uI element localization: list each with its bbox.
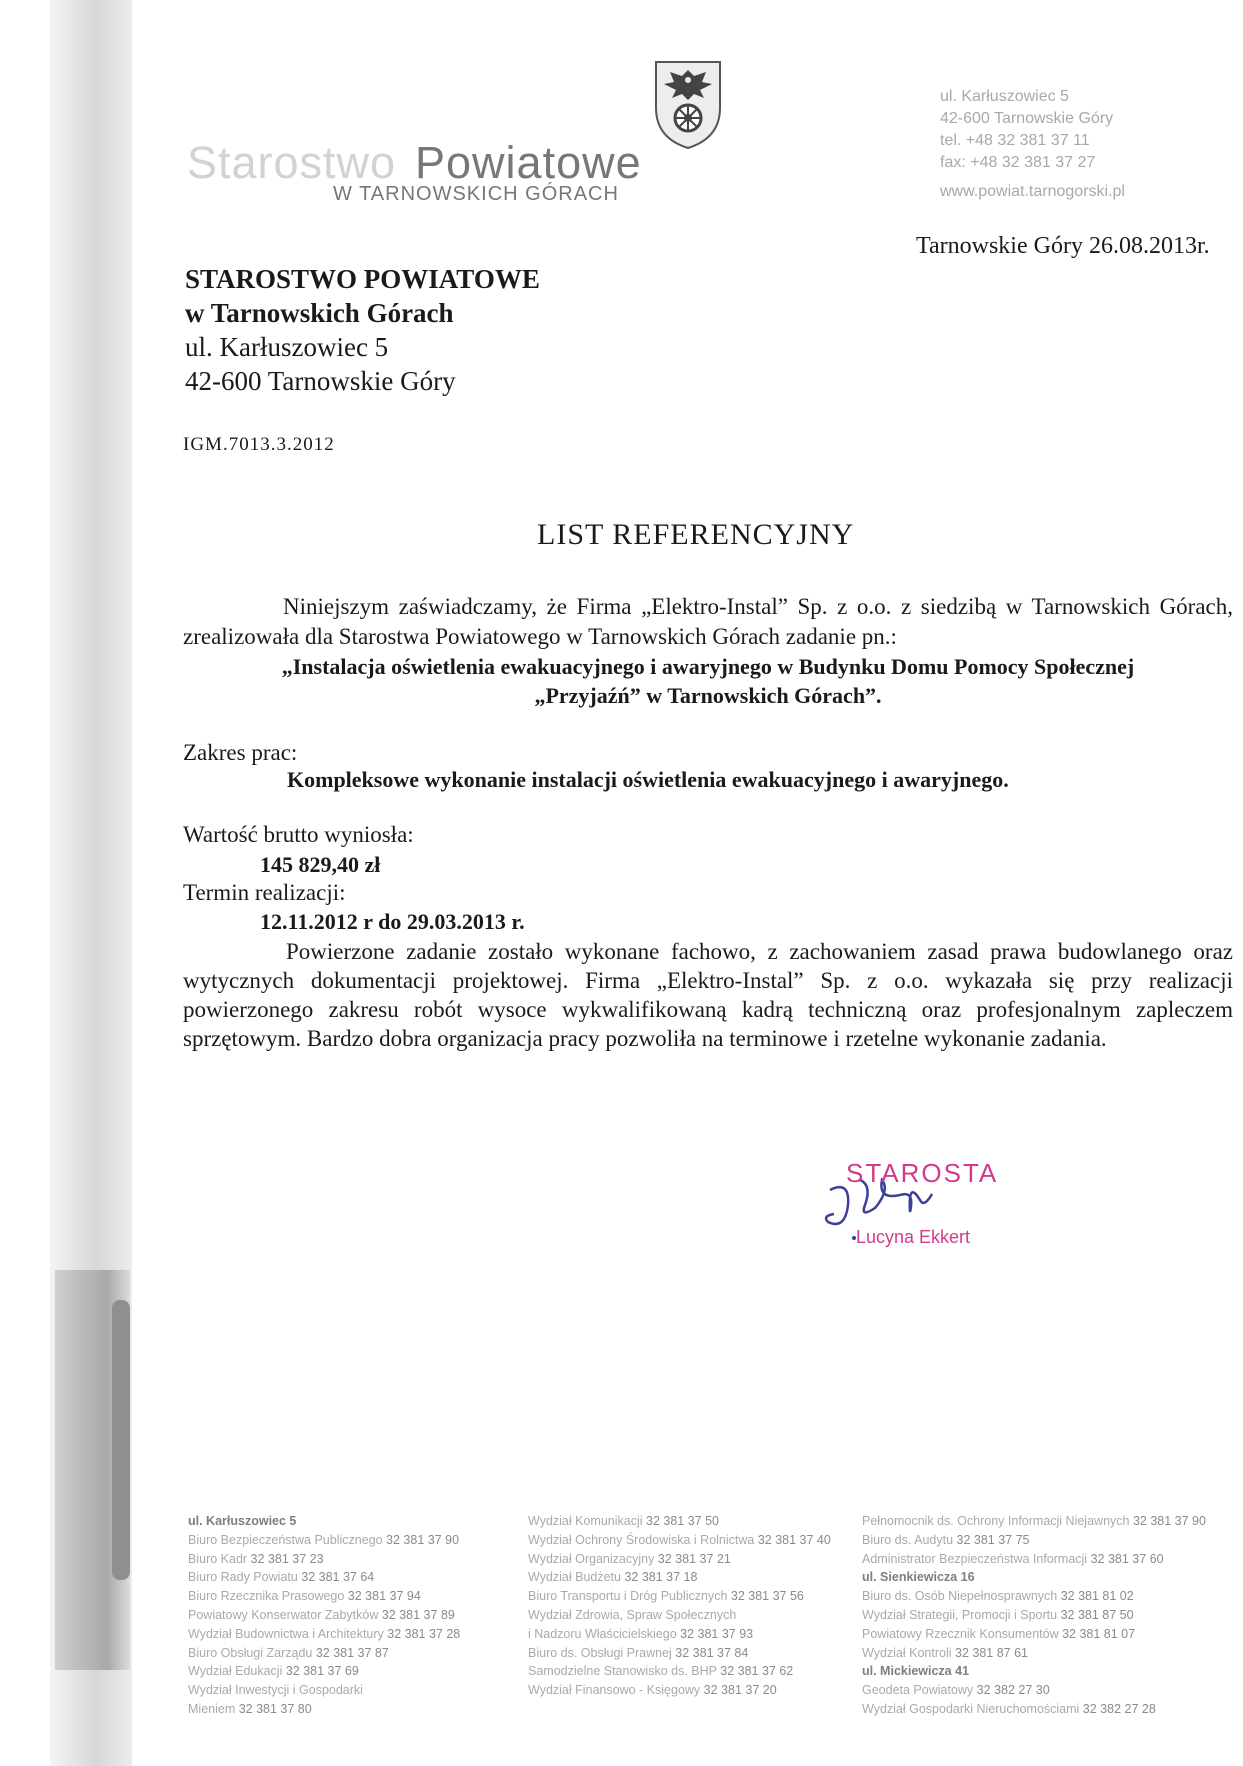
contact-fax: fax: +48 32 381 37 27 bbox=[940, 154, 1096, 171]
contact-street: ul. Karłuszowiec 5 bbox=[940, 88, 1069, 105]
footer-phone-number: 32 381 37 18 bbox=[621, 1570, 698, 1585]
footer-office-name: Biuro Rady Powiatu bbox=[188, 1570, 298, 1585]
project-name bbox=[183, 652, 1233, 710]
footer-office-name: Mieniem bbox=[188, 1701, 236, 1716]
footer-phone-number: 32 381 37 50 bbox=[642, 1514, 719, 1528]
project-name-line2: „Przyjaźń” w Tarnowskich Górach”. bbox=[534, 683, 882, 708]
footer-column-3 bbox=[862, 1512, 1206, 1719]
footer-office-name: Pełnomocnik ds. Ochrony Informacji Niejawnych bbox=[862, 1514, 1130, 1528]
footer-phone-number: 32 381 37 87 bbox=[312, 1645, 389, 1660]
sender-name: STAROSTWO POWIATOWE bbox=[185, 264, 540, 294]
footer-phone-number: 32 381 37 90 bbox=[1129, 1514, 1206, 1528]
footer-contact-line bbox=[188, 1587, 460, 1606]
footer-address-heading bbox=[862, 1662, 1206, 1681]
footer-contact-line bbox=[528, 1531, 831, 1550]
footer-office-name: ul. Mickiewicza 41 bbox=[862, 1664, 969, 1679]
eagle-crest-icon bbox=[652, 58, 724, 150]
signatory-name: Lucyna Ekkert bbox=[856, 1227, 971, 1247]
footer-contact-line bbox=[862, 1531, 1206, 1550]
footer-office-name: Administrator Bezpieczeństwa Informacji bbox=[862, 1551, 1088, 1566]
footer-office-name: Biuro Bezpieczeństwa Publicznego bbox=[188, 1532, 383, 1547]
sender-location: w Tarnowskich Górach bbox=[185, 298, 454, 328]
footer-office-name: Geodeta Powiatowy bbox=[862, 1683, 974, 1698]
logo-subtitle: W TARNOWSKICH GÓRACH bbox=[333, 183, 619, 205]
footer-office-name: ul. Sienkiewicza 16 bbox=[862, 1570, 975, 1585]
footer-office-name: ul. Karłuszowiec 5 bbox=[188, 1514, 297, 1528]
reference-number: IGM.7013.3.2012 bbox=[183, 434, 335, 455]
footer-office-name: Biuro Kadr bbox=[188, 1551, 248, 1566]
footer-office-name: Wydział Ochrony Środowiska i Rolnictwa bbox=[528, 1532, 755, 1547]
footer-contact-line bbox=[862, 1606, 1206, 1625]
footer-office-name: Wydział Zdrowia, Spraw Społecznych bbox=[528, 1607, 737, 1622]
footer-contact-line bbox=[188, 1681, 460, 1700]
footer-contact-line bbox=[528, 1606, 831, 1625]
footer-contact-line bbox=[188, 1700, 460, 1719]
scan-binding-mark bbox=[112, 1300, 130, 1580]
footer-office-name: Wydział Inwestycji i Gospodarki bbox=[188, 1683, 363, 1698]
footer-contact-line bbox=[862, 1681, 1206, 1700]
footer-contact-line bbox=[188, 1625, 460, 1644]
logo-word-starostwo: Starostwo bbox=[187, 137, 397, 188]
footer-office-name: Wydział Strategii, Promocji i Sportu bbox=[862, 1607, 1058, 1622]
footer-office-name: Wydział Kontroli bbox=[862, 1645, 952, 1660]
footer-office-name: Wydział Organizacyjny bbox=[528, 1551, 655, 1566]
footer-phone-number: 32 381 37 80 bbox=[235, 1701, 312, 1716]
term-value: 12.11.2012 r do 29.03.2013 r. bbox=[260, 909, 525, 934]
footer-office-name: Biuro Transportu i Dróg Publicznych bbox=[528, 1589, 728, 1604]
footer-office-name: Biuro ds. Obsługi Prawnej bbox=[528, 1645, 672, 1660]
scope-label: Zakres prac: bbox=[183, 740, 298, 765]
sender-street: ul. Karłuszowiec 5 bbox=[185, 332, 389, 362]
term-label: Termin realizacji: bbox=[183, 880, 346, 905]
footer-phone-number: 32 381 37 89 bbox=[378, 1607, 455, 1622]
footer-contact-line bbox=[528, 1550, 831, 1569]
footer-phone-number: 32 381 37 62 bbox=[716, 1664, 794, 1679]
letter-date: Tarnowskie Góry 26.08.2013r. bbox=[916, 233, 1210, 259]
footer-contact-line bbox=[528, 1625, 831, 1644]
signature-title: STAROSTA bbox=[846, 1158, 999, 1188]
footer-contact-line bbox=[188, 1662, 460, 1681]
footer-phone-number: 32 381 87 50 bbox=[1057, 1607, 1134, 1622]
footer-phone-number: 32 381 37 90 bbox=[382, 1532, 460, 1547]
footer-phone-number: 32 382 27 30 bbox=[973, 1683, 1050, 1698]
footer-phone-number: 32 381 37 69 bbox=[282, 1664, 359, 1679]
footer-office-name: Biuro Obsługi Zarządu bbox=[188, 1645, 313, 1660]
footer-contact-line bbox=[862, 1625, 1206, 1644]
footer-phone-number: 32 381 37 23 bbox=[247, 1551, 324, 1566]
footer-contact-line bbox=[188, 1644, 460, 1663]
footer-phone-number: 32 381 37 56 bbox=[727, 1589, 804, 1604]
footer-office-name: Biuro Rzecznika Prasowego bbox=[188, 1589, 345, 1604]
footer-contact-line bbox=[862, 1700, 1206, 1719]
sender-address bbox=[185, 262, 540, 398]
footer-contact-line bbox=[188, 1550, 460, 1569]
letterhead-contact bbox=[940, 86, 1125, 203]
document-title: LIST REFERENCYJNY bbox=[537, 518, 855, 551]
footer-office-name: Biuro ds. Osób Niepełnosprawnych bbox=[862, 1589, 1058, 1604]
sender-city: 42-600 Tarnowskie Góry bbox=[185, 366, 456, 396]
footer-contact-line bbox=[528, 1644, 831, 1663]
footer-office-name: Wydział Budownictwa i Architektury bbox=[188, 1626, 384, 1641]
footer-office-name: Wydział Gospodarki Nieruchomościami bbox=[862, 1701, 1080, 1716]
logo-word-powiatowe: Powiatowe bbox=[415, 137, 642, 188]
footer-contact-line bbox=[528, 1512, 831, 1531]
footer-address-heading bbox=[188, 1512, 460, 1531]
footer-contact-line bbox=[528, 1662, 831, 1681]
footer-contact-line bbox=[528, 1587, 831, 1606]
footer-phone-number: 32 381 37 21 bbox=[654, 1551, 731, 1566]
footer-office-name: Biuro ds. Audytu bbox=[862, 1532, 954, 1547]
value-amount: 145 829,40 zł bbox=[260, 852, 381, 877]
footer-phone-number: 32 381 37 84 bbox=[671, 1645, 749, 1660]
footer-contact-line bbox=[862, 1550, 1206, 1569]
footer-phone-number: 32 381 37 64 bbox=[297, 1570, 375, 1585]
footer-contact-line bbox=[528, 1681, 831, 1700]
footer-office-name: Wydział Finansowo - Księgowy bbox=[528, 1683, 701, 1698]
footer-office-name: Wydział Budżetu bbox=[528, 1570, 621, 1585]
footer-contact-line bbox=[188, 1606, 460, 1625]
footer-contact-line bbox=[188, 1531, 460, 1550]
footer-contact-line bbox=[528, 1568, 831, 1587]
footer-office-name: Wydział Edukacji bbox=[188, 1664, 283, 1679]
footer-office-name: i Nadzoru Właścicielskiego bbox=[528, 1626, 677, 1641]
footer-phone-number: 32 381 87 61 bbox=[951, 1645, 1028, 1660]
footer-contact-line bbox=[862, 1644, 1206, 1663]
footer-office-name: Powiatowy Rzecznik Konsumentów bbox=[862, 1626, 1059, 1641]
footer-phone-number: 32 381 37 60 bbox=[1087, 1551, 1164, 1566]
footer-phone-number: 32 382 27 28 bbox=[1079, 1701, 1156, 1716]
footer-column-1 bbox=[188, 1512, 460, 1719]
footer-phone-number: 32 381 37 40 bbox=[754, 1532, 831, 1547]
footer-phone-number: 32 381 37 28 bbox=[383, 1626, 461, 1641]
footer-address-heading bbox=[862, 1568, 1206, 1587]
footer-office-name: Wydział Komunikacji bbox=[528, 1514, 643, 1528]
footer-phone-number: 32 381 37 75 bbox=[953, 1532, 1030, 1547]
footer-phone-number: 32 381 37 93 bbox=[676, 1626, 754, 1641]
footer-phone-number: 32 381 37 20 bbox=[700, 1683, 777, 1698]
project-name-line1: „Instalacja oświetlenia ewakuacyjnego i awaryjnego w Budynku Domu Pomocy Społecznej bbox=[281, 654, 1135, 679]
value-label: Wartość brutto wyniosła: bbox=[183, 822, 414, 847]
footer-phone-number: 32 381 81 02 bbox=[1057, 1589, 1134, 1604]
contact-phone: tel. +48 32 381 37 11 bbox=[940, 132, 1090, 149]
footer-contact-line bbox=[188, 1568, 460, 1587]
footer-column-2 bbox=[528, 1512, 831, 1700]
footer-office-name: Powiatowy Konserwator Zabytków bbox=[188, 1607, 379, 1622]
footer-phone-number: 32 381 81 07 bbox=[1058, 1626, 1136, 1641]
contact-city: 42-600 Tarnowskie Góry bbox=[940, 110, 1114, 127]
scope-value: Kompleksowe wykonanie instalacji oświetlenia ewakuacyjnego i awaryjnego. bbox=[287, 767, 1009, 792]
intro-paragraph: Niniejszym zaświadczamy, że Firma „Elektro-Instal” Sp. z o.o. z siedzibą w Tarnowskich Górach, zrealizowała dla Starostwa Powiatowego w Tarnowskich Górach zadanie pn.: bbox=[183, 594, 1233, 649]
footer-phone-number: 32 381 37 94 bbox=[344, 1589, 421, 1604]
footer-contact-line bbox=[862, 1587, 1206, 1606]
footer-office-name: Samodzielne Stanowisko ds. BHP bbox=[528, 1664, 717, 1679]
footer-contact-line bbox=[862, 1512, 1206, 1531]
closing-paragraph: Powierzone zadanie zostało wykonane fachowo, z zachowaniem zasad prawa budowlanego oraz wytycznych dokumentacji projektowej. Firma „Elektro-Instal” Sp. z o.o. wykazała się przy realizacji powierzonego zakresu robót wysoce wykwalifikowaną kadrą techniczną oraz profesjonalnym zapleczem sprzętowym. Bardzo dobra organizacja pracy pozwoliła na terminowe i rzetelne wykonanie zadania. bbox=[183, 939, 1233, 1051]
contact-website: www.powiat.tarnogorski.pl bbox=[940, 183, 1125, 200]
